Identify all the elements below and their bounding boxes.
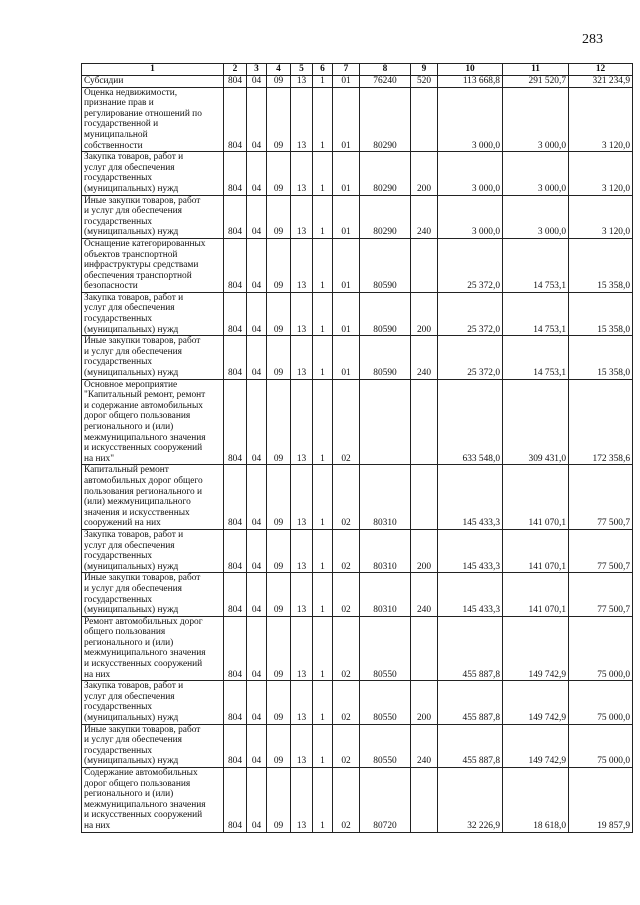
table-row [82,379,633,465]
event-cell: 02 [333,724,360,767]
program-cell: 13 [291,616,313,681]
section-cell: 04 [247,336,267,379]
direction-cell: 80590 [360,336,411,379]
table-row [82,616,633,681]
amount-2020-cell: 25 372,0 [438,292,503,335]
expense-type-cell: 240 [411,573,438,616]
column-header: 1 [82,64,224,76]
subsection-cell: 09 [267,529,291,572]
column-header: 12 [569,64,633,76]
amount-2022-cell: 15 358,0 [569,238,633,292]
direction-cell: 80310 [360,465,411,530]
event-cell: 02 [333,379,360,465]
column-header: 9 [411,64,438,76]
subprogram-cell: 1 [313,87,333,152]
column-header: 11 [503,64,569,76]
amount-2021-cell: 14 753,1 [503,336,569,379]
table-row [82,724,633,767]
direction-cell: 80310 [360,529,411,572]
table-row [82,529,633,572]
chapter-cell: 804 [224,238,247,292]
budget-table [81,63,633,833]
section-cell: 04 [247,529,267,572]
subsection-cell: 09 [267,465,291,530]
amount-2020-cell: 25 372,0 [438,238,503,292]
amount-2021-cell: 309 431,0 [503,379,569,465]
chapter-cell: 804 [224,529,247,572]
subsection-cell: 09 [267,616,291,681]
chapter-cell: 804 [224,573,247,616]
chapter-cell: 804 [224,681,247,724]
row-name-cell: Ремонт автомобильных дорог общего пользования регионального и (или) межмуниципального значения и искусственных сооружений на них [82,616,224,681]
subsection-cell: 09 [267,292,291,335]
direction-cell: 76240 [360,76,411,88]
row-name-cell: Основное мероприятие "Капитальный ремонт, ремонт и содержание автомобильных дорог общего пользования регионального и (или) межмуниципального значения и искусственных сооружений на них" [82,379,224,465]
subprogram-cell: 1 [313,465,333,530]
subprogram-cell: 1 [313,152,333,195]
program-cell: 13 [291,152,313,195]
page-number: 283 [582,32,603,47]
row-name-cell: Содержание автомобильных дорог общего пользования регионального и (или) межмуниципального значения и искусственных сооружений на них [82,768,224,833]
amount-2020-cell: 455 887,8 [438,724,503,767]
amount-2022-cell: 19 857,9 [569,768,633,833]
subsection-cell: 09 [267,76,291,88]
row-name-cell: Субсидии [82,76,224,88]
subprogram-cell: 1 [313,768,333,833]
section-cell: 04 [247,87,267,152]
section-cell: 04 [247,573,267,616]
section-cell: 04 [247,76,267,88]
subsection-cell: 09 [267,379,291,465]
row-name-cell: Оценка недвижимости, признание прав и регулирование отношений по государственной и муниципальной собственности [82,87,224,152]
amount-2020-cell: 3 000,0 [438,87,503,152]
expense-type-cell: 240 [411,336,438,379]
chapter-cell: 804 [224,195,247,238]
chapter-cell: 804 [224,76,247,88]
expense-type-cell [411,379,438,465]
section-cell: 04 [247,465,267,530]
direction-cell [360,379,411,465]
amount-2021-cell: 291 520,7 [503,76,569,88]
event-cell: 01 [333,152,360,195]
amount-2020-cell: 25 372,0 [438,336,503,379]
direction-cell: 80550 [360,616,411,681]
table-row [82,768,633,833]
table-row [82,76,633,88]
direction-cell: 80550 [360,681,411,724]
column-header: 3 [247,64,267,76]
amount-2020-cell: 113 668,8 [438,76,503,88]
event-cell: 02 [333,616,360,681]
chapter-cell: 804 [224,379,247,465]
amount-2022-cell: 15 358,0 [569,336,633,379]
row-name-cell: Закупка товаров, работ и услуг для обеспечения государственных (муниципальных) нужд [82,529,224,572]
column-header: 7 [333,64,360,76]
section-cell: 04 [247,238,267,292]
expense-type-cell [411,616,438,681]
amount-2021-cell: 3 000,0 [503,87,569,152]
subprogram-cell: 1 [313,573,333,616]
chapter-cell: 804 [224,724,247,767]
chapter-cell: 804 [224,152,247,195]
program-cell: 13 [291,681,313,724]
program-cell: 13 [291,76,313,88]
program-cell: 13 [291,768,313,833]
amount-2020-cell: 145 433,3 [438,465,503,530]
amount-2021-cell: 3 000,0 [503,152,569,195]
amount-2020-cell: 145 433,3 [438,529,503,572]
subprogram-cell: 1 [313,681,333,724]
table-header-row [82,64,633,76]
row-name-cell: Иные закупки товаров, работ и услуг для обеспечения государственных (муниципальных) нужд [82,195,224,238]
program-cell: 13 [291,238,313,292]
expense-type-cell: 240 [411,195,438,238]
event-cell: 02 [333,681,360,724]
row-name-cell: Иные закупки товаров, работ и услуг для обеспечения государственных (муниципальных) нужд [82,724,224,767]
amount-2022-cell: 15 358,0 [569,292,633,335]
amount-2022-cell: 75 000,0 [569,724,633,767]
expense-type-cell: 200 [411,292,438,335]
table-row [82,336,633,379]
subprogram-cell: 1 [313,336,333,379]
section-cell: 04 [247,681,267,724]
table-row [82,573,633,616]
amount-2022-cell: 75 000,0 [569,616,633,681]
section-cell: 04 [247,616,267,681]
subsection-cell: 09 [267,152,291,195]
amount-2021-cell: 3 000,0 [503,195,569,238]
event-cell: 01 [333,76,360,88]
event-cell: 02 [333,465,360,530]
column-header: 4 [267,64,291,76]
event-cell: 01 [333,292,360,335]
amount-2022-cell: 75 000,0 [569,681,633,724]
program-cell: 13 [291,724,313,767]
program-cell: 13 [291,379,313,465]
expense-type-cell: 240 [411,724,438,767]
table-row [82,292,633,335]
program-cell: 13 [291,336,313,379]
program-cell: 13 [291,529,313,572]
amount-2021-cell: 149 742,9 [503,681,569,724]
chapter-cell: 804 [224,465,247,530]
amount-2022-cell: 3 120,0 [569,152,633,195]
subsection-cell: 09 [267,681,291,724]
section-cell: 04 [247,768,267,833]
column-header: 8 [360,64,411,76]
program-cell: 13 [291,573,313,616]
chapter-cell: 804 [224,768,247,833]
direction-cell: 80290 [360,152,411,195]
amount-2022-cell: 3 120,0 [569,195,633,238]
subsection-cell: 09 [267,238,291,292]
direction-cell: 80590 [360,292,411,335]
column-header: 6 [313,64,333,76]
amount-2021-cell: 149 742,9 [503,724,569,767]
subprogram-cell: 1 [313,292,333,335]
row-name-cell: Закупка товаров, работ и услуг для обеспечения государственных (муниципальных) нужд [82,681,224,724]
subsection-cell: 09 [267,724,291,767]
chapter-cell: 804 [224,616,247,681]
event-cell: 01 [333,336,360,379]
section-cell: 04 [247,724,267,767]
subsection-cell: 09 [267,87,291,152]
table-row [82,238,633,292]
amount-2021-cell: 149 742,9 [503,616,569,681]
column-header: 5 [291,64,313,76]
chapter-cell: 804 [224,87,247,152]
subsection-cell: 09 [267,768,291,833]
direction-cell: 80290 [360,87,411,152]
section-cell: 04 [247,152,267,195]
row-name-cell: Иные закупки товаров, работ и услуг для обеспечения государственных (муниципальных) нужд [82,336,224,379]
program-cell: 13 [291,465,313,530]
subsection-cell: 09 [267,336,291,379]
amount-2022-cell: 321 234,9 [569,76,633,88]
subprogram-cell: 1 [313,616,333,681]
section-cell: 04 [247,195,267,238]
amount-2022-cell: 3 120,0 [569,87,633,152]
amount-2021-cell: 141 070,1 [503,465,569,530]
row-name-cell: Закупка товаров, работ и услуг для обеспечения государственных (муниципальных) нужд [82,292,224,335]
amount-2020-cell: 3 000,0 [438,152,503,195]
section-cell: 04 [247,379,267,465]
expense-type-cell: 520 [411,76,438,88]
subsection-cell: 09 [267,195,291,238]
subprogram-cell: 1 [313,724,333,767]
amount-2020-cell: 633 548,0 [438,379,503,465]
expense-type-cell: 200 [411,152,438,195]
event-cell: 02 [333,573,360,616]
table-body [82,76,633,833]
expense-type-cell: 200 [411,529,438,572]
amount-2022-cell: 77 500,7 [569,465,633,530]
subprogram-cell: 1 [313,76,333,88]
row-name-cell: Капитальный ремонт автомобильных дорог общего пользования регионального и (или) межмуниципального значения и искусственных сооружений на них [82,465,224,530]
event-cell: 02 [333,529,360,572]
amount-2020-cell: 3 000,0 [438,195,503,238]
amount-2021-cell: 141 070,1 [503,573,569,616]
amount-2021-cell: 14 753,1 [503,238,569,292]
chapter-cell: 804 [224,336,247,379]
row-name-cell: Оснащение категорированных объектов транспортной инфраструктуры средствами обеспечения транспортной безопасности [82,238,224,292]
table-row [82,152,633,195]
amount-2020-cell: 455 887,8 [438,616,503,681]
table-row [82,195,633,238]
direction-cell: 80310 [360,573,411,616]
event-cell: 01 [333,87,360,152]
event-cell: 01 [333,238,360,292]
amount-2020-cell: 455 887,8 [438,681,503,724]
direction-cell: 80550 [360,724,411,767]
expense-type-cell [411,768,438,833]
direction-cell: 80590 [360,238,411,292]
subprogram-cell: 1 [313,379,333,465]
subsection-cell: 09 [267,573,291,616]
subprogram-cell: 1 [313,238,333,292]
program-cell: 13 [291,195,313,238]
table-row [82,681,633,724]
table-row [82,465,633,530]
expense-type-cell: 200 [411,681,438,724]
table-row [82,87,633,152]
amount-2022-cell: 77 500,7 [569,573,633,616]
direction-cell: 80290 [360,195,411,238]
program-cell: 13 [291,87,313,152]
amount-2020-cell: 32 226,9 [438,768,503,833]
amount-2022-cell: 77 500,7 [569,529,633,572]
amount-2020-cell: 145 433,3 [438,573,503,616]
amount-2022-cell: 172 358,6 [569,379,633,465]
subprogram-cell: 1 [313,195,333,238]
section-cell: 04 [247,292,267,335]
direction-cell: 80720 [360,768,411,833]
subprogram-cell: 1 [313,529,333,572]
amount-2021-cell: 14 753,1 [503,292,569,335]
row-name-cell: Иные закупки товаров, работ и услуг для обеспечения государственных (муниципальных) нужд [82,573,224,616]
expense-type-cell [411,238,438,292]
expense-type-cell [411,87,438,152]
program-cell: 13 [291,292,313,335]
expense-type-cell [411,465,438,530]
amount-2021-cell: 141 070,1 [503,529,569,572]
event-cell: 02 [333,768,360,833]
chapter-cell: 804 [224,292,247,335]
column-header: 2 [224,64,247,76]
row-name-cell: Закупка товаров, работ и услуг для обеспечения государственных (муниципальных) нужд [82,152,224,195]
column-header: 10 [438,64,503,76]
amount-2021-cell: 18 618,0 [503,768,569,833]
event-cell: 01 [333,195,360,238]
